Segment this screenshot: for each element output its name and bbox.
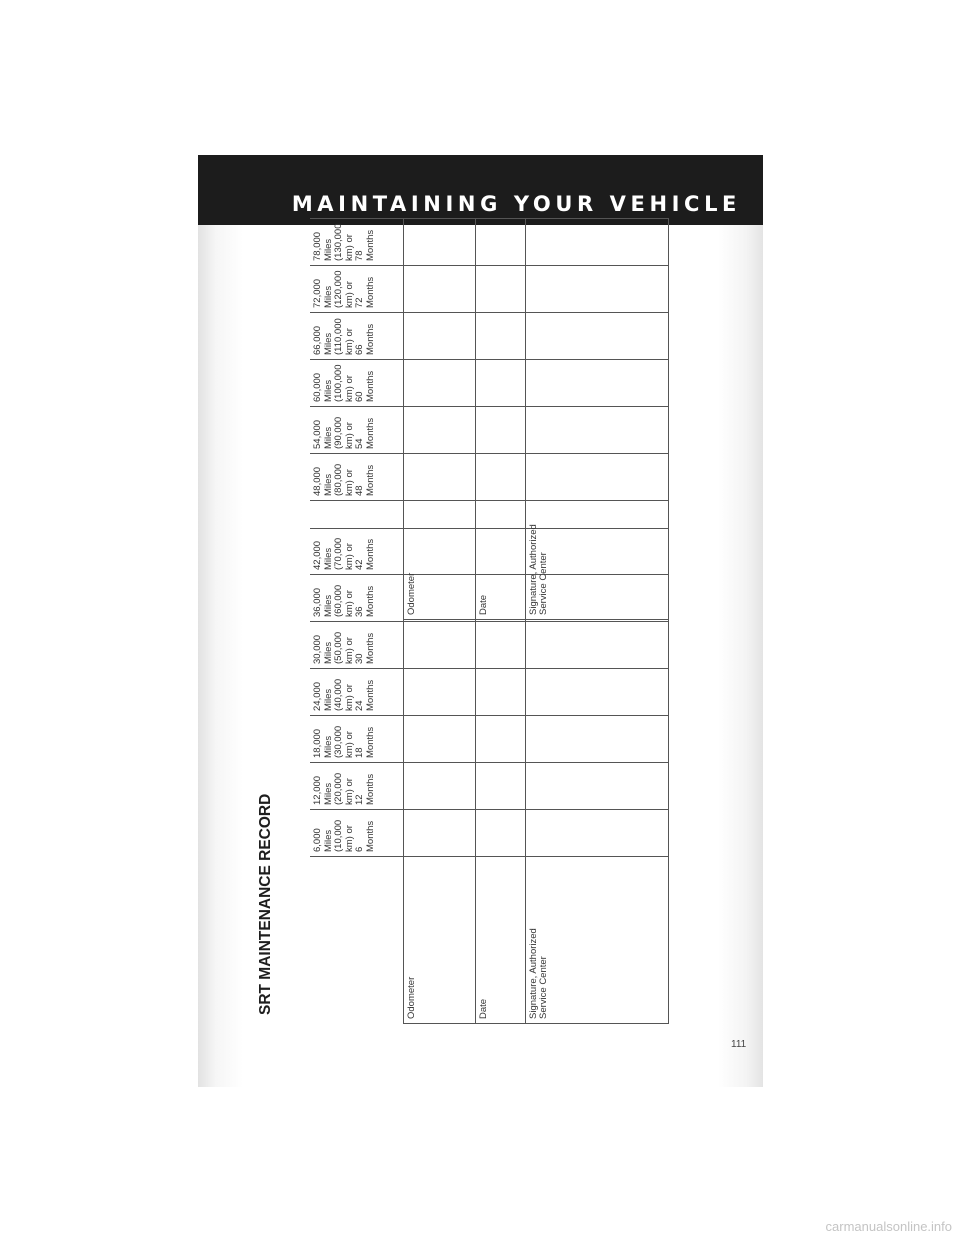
odometer-cell[interactable] bbox=[403, 360, 475, 407]
signature-cell[interactable] bbox=[525, 763, 668, 810]
date-cell[interactable] bbox=[475, 622, 525, 669]
odometer-cell[interactable] bbox=[403, 313, 475, 360]
signature-cell[interactable] bbox=[525, 716, 668, 763]
page-number: 111 bbox=[731, 1039, 747, 1050]
chapter-title: MAINTAINING YOUR VEHICLE bbox=[291, 192, 741, 216]
odometer-cell[interactable] bbox=[403, 266, 475, 313]
odometer-cell[interactable] bbox=[403, 219, 475, 266]
interval-cell: 18,000 Miles (30,000 km) or 18 Months bbox=[310, 716, 403, 763]
signature-cell[interactable] bbox=[525, 669, 668, 716]
interval-cell: 48,000 Miles (80,000 km) or 48 Months bbox=[310, 454, 403, 501]
signature-cell[interactable] bbox=[525, 266, 668, 313]
interval-cell: 66,000 Miles (110,000 km) or 66 Months bbox=[310, 313, 403, 360]
interval-cell: 72,000 Miles (120,000 km) or 72 Months bbox=[310, 266, 403, 313]
odometer-cell[interactable] bbox=[403, 407, 475, 454]
column-header-odometer: Odometer bbox=[403, 501, 475, 620]
signature-cell[interactable] bbox=[525, 810, 668, 857]
column-header-signature: Signature, Authorized Service Center bbox=[525, 501, 668, 620]
signature-cell[interactable] bbox=[525, 219, 668, 266]
corner-cell bbox=[310, 857, 403, 1024]
date-cell[interactable] bbox=[475, 763, 525, 810]
date-cell[interactable] bbox=[475, 219, 525, 266]
watermark[interactable]: carmanualsonline.info bbox=[825, 1219, 952, 1234]
date-cell[interactable] bbox=[475, 669, 525, 716]
signature-cell[interactable] bbox=[525, 622, 668, 669]
date-cell[interactable] bbox=[475, 407, 525, 454]
column-header-signature: Signature, Authorized Service Center bbox=[525, 857, 668, 1024]
date-cell[interactable] bbox=[475, 810, 525, 857]
odometer-cell[interactable] bbox=[403, 454, 475, 501]
signature-cell[interactable] bbox=[525, 407, 668, 454]
interval-cell: 6,000 Miles (10,000 km) or 6 Months bbox=[310, 810, 403, 857]
column-header-date: Date bbox=[475, 857, 525, 1024]
odometer-cell[interactable] bbox=[403, 669, 475, 716]
interval-cell: 60,000 Miles (100,000 km) or 60 Months bbox=[310, 360, 403, 407]
date-cell[interactable] bbox=[475, 313, 525, 360]
interval-cell: 12,000 Miles (20,000 km) or 12 Months bbox=[310, 763, 403, 810]
interval-cell: 30,000 Miles (50,000 km) or 30 Months bbox=[310, 622, 403, 669]
column-header-date: Date bbox=[475, 501, 525, 620]
date-cell[interactable] bbox=[475, 716, 525, 763]
column-header-odometer: Odometer bbox=[403, 857, 475, 1024]
odometer-cell[interactable] bbox=[403, 810, 475, 857]
signature-cell[interactable] bbox=[525, 360, 668, 407]
signature-cell[interactable] bbox=[525, 454, 668, 501]
odometer-cell[interactable] bbox=[403, 763, 475, 810]
corner-cell bbox=[310, 501, 403, 620]
date-cell[interactable] bbox=[475, 454, 525, 501]
interval-cell: 78,000 Miles (130,000 km) or 78 Months bbox=[310, 219, 403, 266]
maintenance-table-right bbox=[310, 218, 669, 620]
date-cell[interactable] bbox=[475, 360, 525, 407]
interval-cell: 42,000 Miles (70,000 km) or 42 Months bbox=[310, 529, 403, 575]
interval-cell: 24,000 Miles (40,000 km) or 24 Months bbox=[310, 669, 403, 716]
interval-cell: 36,000 Miles (60,000 km) or 36 Months bbox=[310, 575, 403, 622]
section-title: SRT MAINTENANCE RECORD bbox=[257, 793, 274, 1015]
date-cell[interactable] bbox=[475, 266, 525, 313]
odometer-cell[interactable] bbox=[403, 716, 475, 763]
signature-cell[interactable] bbox=[525, 313, 668, 360]
interval-cell: 54,000 Miles (90,000 km) or 54 Months bbox=[310, 407, 403, 454]
odometer-cell[interactable] bbox=[403, 622, 475, 669]
